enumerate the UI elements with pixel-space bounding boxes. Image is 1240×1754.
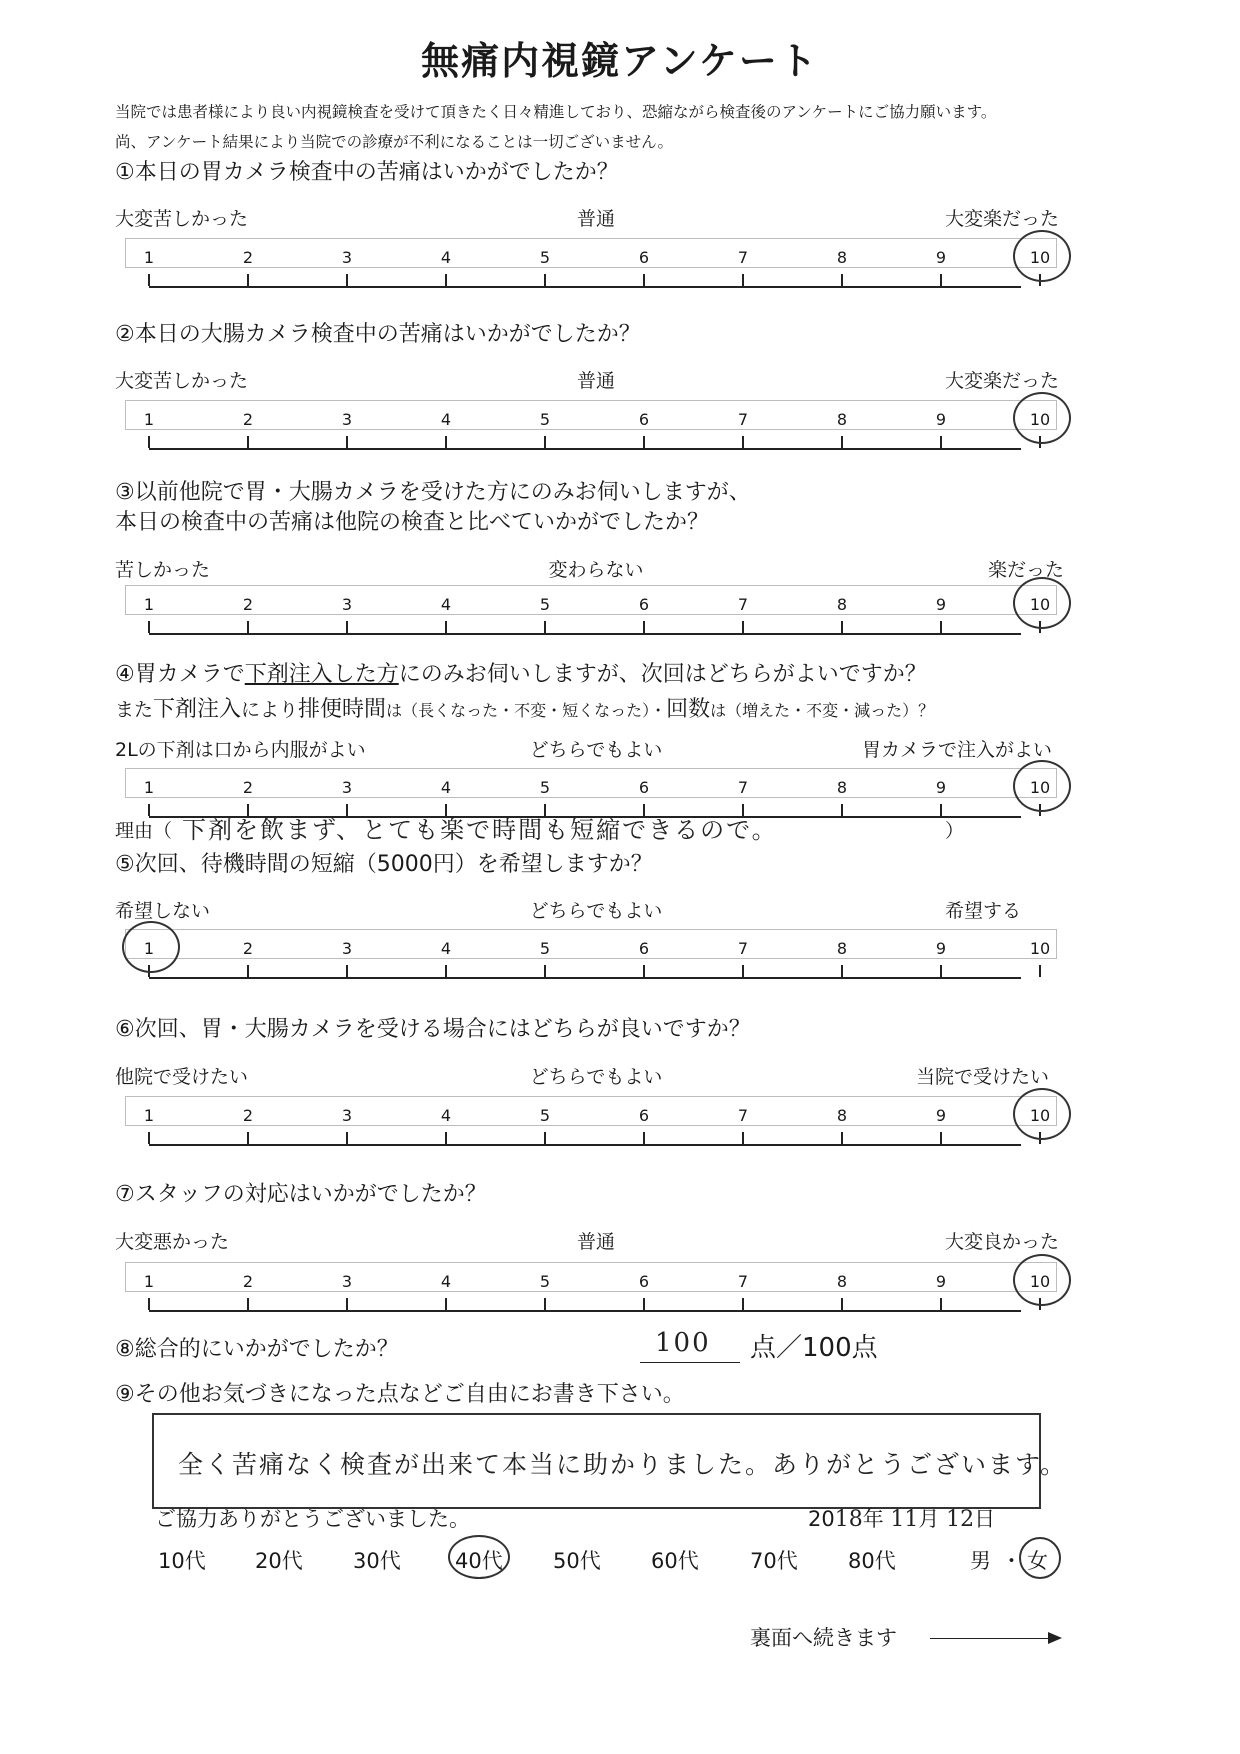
q5-scale-option-1[interactable]: 1 <box>143 939 155 958</box>
q4-scale-option-8[interactable]: 8 <box>836 778 848 797</box>
q4-text-underlined: 下剤注入した方 <box>244 662 399 687</box>
q7-mid-label: 普通 <box>576 1231 616 1253</box>
q3-scale-option-5[interactable]: 5 <box>539 595 551 614</box>
q4-left-label: 2Lの下剤は口から内服がよい <box>115 739 366 761</box>
q2-scale-tick <box>841 436 843 448</box>
q1-scale-tick <box>643 274 645 286</box>
age-option-80s[interactable]: 80代 <box>848 1549 896 1573</box>
q7-scale-tick <box>544 1298 546 1310</box>
q6-scale-tick <box>148 1132 150 1144</box>
q1-scale-tick <box>544 274 546 286</box>
q6-scale-tick <box>940 1132 942 1144</box>
q6-scale-option-2[interactable]: 2 <box>242 1106 254 1125</box>
q1-scale-box <box>125 238 1057 268</box>
q5-rating-scale[interactable] <box>125 929 1057 987</box>
q4-reason-label: 理由（ <box>115 820 173 842</box>
q6-scale-axis <box>149 1144 1021 1146</box>
q3-text-line-2: 本日の検査中の苦痛は他院の検査と比べていかがでしたか？ <box>115 510 710 535</box>
q2-left-label: 大変苦しかった <box>115 370 249 392</box>
q6-rating-scale[interactable] <box>125 1096 1057 1154</box>
q6-scale-option-1[interactable]: 1 <box>143 1106 155 1125</box>
q1-rating-scale[interactable] <box>125 238 1057 296</box>
q5-left-label: 希望しない <box>115 900 211 922</box>
q5-scale-option-7[interactable]: 7 <box>737 939 749 958</box>
age-selected-circle <box>448 1535 510 1579</box>
q1-scale-axis <box>149 286 1021 288</box>
q5-scale-tick <box>1039 965 1041 977</box>
q2-scale-tick <box>940 436 942 448</box>
q7-scale-tick <box>445 1298 447 1310</box>
age-option-10s[interactable]: 10代 <box>158 1549 206 1573</box>
q1-scale-tick <box>247 274 249 286</box>
q6-scale-tick <box>346 1132 348 1144</box>
q8-score-suffix: 点／100点 <box>750 1333 878 1363</box>
q1-scale-tick <box>841 274 843 286</box>
q1-scale-option-5[interactable]: 5 <box>539 248 551 267</box>
q3-scale-tick <box>841 621 843 633</box>
q7-scale-option-6[interactable]: 6 <box>638 1272 650 1291</box>
q3-scale-option-3[interactable]: 3 <box>341 595 353 614</box>
q1-scale-option-2[interactable]: 2 <box>242 248 254 267</box>
q4-sub-a: また <box>115 699 154 721</box>
q2-scale-option-10[interactable]: 10 <box>1029 410 1051 429</box>
q7-scale-option-5[interactable]: 5 <box>539 1272 551 1291</box>
q2-scale-option-4[interactable]: 4 <box>440 410 452 429</box>
q1-scale-option-8[interactable]: 8 <box>836 248 848 267</box>
q4-selected-circle <box>1013 760 1071 812</box>
q7-scale-axis <box>149 1310 1021 1312</box>
q2-rating-scale[interactable] <box>125 400 1057 458</box>
q6-scale-option-9[interactable]: 9 <box>935 1106 947 1125</box>
right-arrow-icon <box>930 1638 1060 1639</box>
q2-text: ②本日の大腸カメラ検査中の苦痛はいかがでしたか？ <box>115 322 641 347</box>
q5-selected-circle <box>122 921 180 973</box>
q7-scale-box <box>125 1262 1057 1292</box>
continued-note: 裏面へ続きます <box>750 1626 897 1650</box>
q3-text-line-1: ③以前他院で胃・大腸カメラを受けた方にのみお伺いしますが、 <box>115 480 751 505</box>
q5-scale-tick <box>841 965 843 977</box>
q7-scale-tick <box>643 1298 645 1310</box>
q7-scale-tick <box>247 1298 249 1310</box>
q1-scale-option-6[interactable]: 6 <box>638 248 650 267</box>
q2-right-label: 大変楽だった <box>945 370 1060 392</box>
q3-left-label: 苦しかった <box>115 559 211 581</box>
q4-scale-tick <box>841 804 843 816</box>
q4-sub-e: は（長くなった・不変・短くなった）・ <box>386 701 667 720</box>
q5-scale-tick <box>445 965 447 977</box>
q7-right-label: 大変良かった <box>945 1231 1060 1253</box>
q6-scale-tick <box>643 1132 645 1144</box>
q4-scale-tick <box>940 804 942 816</box>
q4-sub-c: により <box>241 699 299 721</box>
q6-scale-tick <box>544 1132 546 1144</box>
gender-separator: ・ <box>1001 1549 1022 1573</box>
q1-mid-label: 普通 <box>576 208 616 230</box>
q4-scale-option-9[interactable]: 9 <box>935 778 947 797</box>
q3-scale-tick <box>742 621 744 633</box>
q5-mid-label: どちらでもよい <box>529 900 663 922</box>
gender-option-male[interactable]: 男 <box>970 1549 991 1573</box>
q7-scale-tick <box>346 1298 348 1310</box>
q1-scale-tick <box>148 274 150 286</box>
q4-sub-g: は（増えた・不変・減った）？ <box>710 701 935 720</box>
q5-scale-option-4[interactable]: 4 <box>440 939 452 958</box>
q7-scale-option-4[interactable]: 4 <box>440 1272 452 1291</box>
q6-scale-tick <box>445 1132 447 1144</box>
q2-selected-circle <box>1013 392 1071 444</box>
q7-scale-tick <box>742 1298 744 1310</box>
q3-rating-scale[interactable] <box>125 585 1057 643</box>
q2-scale-box <box>125 400 1057 430</box>
q3-scale-tick <box>247 621 249 633</box>
q4-text <box>115 660 927 690</box>
q4-sub-f: 回数 <box>666 697 711 722</box>
q2-scale-option-3[interactable]: 3 <box>341 410 353 429</box>
intro-line-1: 当院では患者様により良い内視鏡検査を受けて頂きたく日々精進しており、恐縮ながら検査後のアンケートにご協力願います。 <box>115 103 997 121</box>
q6-scale-option-6[interactable]: 6 <box>638 1106 650 1125</box>
q4-text-suffix: にのみお伺いしますが、次回はどちらがよいですか？ <box>398 662 927 687</box>
q7-scale-tick <box>148 1298 150 1310</box>
q7-scale-option-8[interactable]: 8 <box>836 1272 848 1291</box>
q6-scale-tick <box>742 1132 744 1144</box>
date-field <box>808 1503 995 1533</box>
q1-scale-option-7[interactable]: 7 <box>737 248 749 267</box>
q7-rating-scale[interactable] <box>125 1262 1057 1320</box>
q3-scale-option-10[interactable]: 10 <box>1029 595 1051 614</box>
gender-option-female[interactable]: 女 <box>1027 1549 1048 1573</box>
q7-scale-tick <box>841 1298 843 1310</box>
q3-scale-tick <box>643 621 645 633</box>
q2-scale-tick <box>346 436 348 448</box>
q2-scale-tick <box>247 436 249 448</box>
thanks-text: ご協力ありがとうございました。 <box>155 1507 470 1531</box>
q1-scale-option-10[interactable]: 10 <box>1029 248 1051 267</box>
q7-scale-option-7[interactable]: 7 <box>737 1272 749 1291</box>
intro-line-2: 尚、アンケート結果により当院での診療が不利になることは一切ございません。 <box>115 133 674 151</box>
q6-text: ⑥次回、胃・大腸カメラを受ける場合にはどちらが良いですか？ <box>115 1017 751 1042</box>
q3-scale-option-9[interactable]: 9 <box>935 595 947 614</box>
q3-scale-tick <box>445 621 447 633</box>
q6-scale-box <box>125 1096 1057 1126</box>
q1-scale-option-9[interactable]: 9 <box>935 248 947 267</box>
q9-comment-handwritten: 全く苦痛なく検査が出来て本当に助かりました。ありがとうございます。 <box>178 1450 1068 1479</box>
q4-reason-close: ） <box>945 820 965 842</box>
q3-scale-tick <box>148 621 150 633</box>
date-year-prefix: 20 <box>808 1507 835 1531</box>
q5-scale-option-5[interactable]: 5 <box>539 939 551 958</box>
date-month-handwritten: 11 <box>890 1507 919 1532</box>
q5-text: ⑤次回、待機時間の短縮（5000円）を希望しますか？ <box>115 852 653 877</box>
q7-scale-option-3[interactable]: 3 <box>341 1272 353 1291</box>
q4-text-prefix: ④胃カメラで <box>115 662 245 687</box>
q3-mid-label: 変わらない <box>548 559 644 581</box>
date-year-handwritten: 18 <box>834 1507 863 1532</box>
q4-right-label: 胃カメラで注入がよい <box>862 739 1053 761</box>
q1-scale-tick <box>445 274 447 286</box>
q5-scale-axis <box>149 977 1021 979</box>
q6-scale-option-8[interactable]: 8 <box>836 1106 848 1125</box>
q6-scale-option-5[interactable]: 5 <box>539 1106 551 1125</box>
q4-scale-tick <box>148 804 150 816</box>
q2-scale-tick <box>742 436 744 448</box>
q7-text: ⑦スタッフの対応はいかがでしたか？ <box>115 1182 487 1207</box>
q5-scale-tick <box>346 965 348 977</box>
date-year-unit: 年 <box>862 1507 884 1531</box>
q5-scale-option-2[interactable]: 2 <box>242 939 254 958</box>
page-title: 無痛内視鏡アンケート <box>421 39 819 83</box>
q4-scale-option-10[interactable]: 10 <box>1029 778 1051 797</box>
q5-scale-option-10[interactable]: 10 <box>1029 939 1051 958</box>
q4-mid-label: どちらでもよい <box>529 739 663 761</box>
q5-scale-tick <box>544 965 546 977</box>
q2-scale-tick <box>544 436 546 448</box>
q7-scale-option-10[interactable]: 10 <box>1029 1272 1051 1291</box>
date-day-unit: 日 <box>974 1507 996 1531</box>
q4-scale-option-3[interactable]: 3 <box>341 778 353 797</box>
q6-selected-circle <box>1013 1088 1071 1140</box>
q2-scale-option-1[interactable]: 1 <box>143 410 155 429</box>
q3-scale-option-7[interactable]: 7 <box>737 595 749 614</box>
q4-reason-handwritten: 下剤を飲まず、とても楽で時間も短縮できるので。 <box>182 816 778 844</box>
q5-scale-option-6[interactable]: 6 <box>638 939 650 958</box>
q2-scale-tick <box>643 436 645 448</box>
gender-selected-circle <box>1019 1537 1061 1579</box>
q4-subtext <box>115 692 934 723</box>
q4-scale-option-5[interactable]: 5 <box>539 778 551 797</box>
q6-mid-label: どちらでもよい <box>529 1066 663 1088</box>
q3-scale-option-8[interactable]: 8 <box>836 595 848 614</box>
q2-scale-tick <box>445 436 447 448</box>
q4-scale-option-4[interactable]: 4 <box>440 778 452 797</box>
q9-text: ⑨その他お気づきになった点などご自由にお書き下さい。 <box>115 1382 685 1407</box>
q2-scale-option-7[interactable]: 7 <box>737 410 749 429</box>
q4-scale-option-6[interactable]: 6 <box>638 778 650 797</box>
q8-score-handwritten: 100 <box>655 1328 711 1358</box>
q6-right-label: 当院で受けたい <box>916 1066 1050 1088</box>
q6-scale-option-4[interactable]: 4 <box>440 1106 452 1125</box>
q6-left-label: 他院で受けたい <box>115 1066 249 1088</box>
q1-scale-option-4[interactable]: 4 <box>440 248 452 267</box>
q3-selected-circle <box>1013 577 1071 629</box>
q4-scale-option-7[interactable]: 7 <box>737 778 749 797</box>
q5-scale-tick <box>940 965 942 977</box>
q2-scale-option-6[interactable]: 6 <box>638 410 650 429</box>
q1-scale-option-1[interactable]: 1 <box>143 248 155 267</box>
q7-scale-option-9[interactable]: 9 <box>935 1272 947 1291</box>
q3-scale-tick <box>940 621 942 633</box>
q1-right-label: 大変楽だった <box>945 208 1060 230</box>
q5-scale-option-3[interactable]: 3 <box>341 939 353 958</box>
age-option-60s[interactable]: 60代 <box>651 1549 699 1573</box>
q4-scale-option-1[interactable]: 1 <box>143 778 155 797</box>
q5-scale-option-8[interactable]: 8 <box>836 939 848 958</box>
q6-scale-tick <box>247 1132 249 1144</box>
q5-scale-tick <box>643 965 645 977</box>
q1-left-label: 大変苦しかった <box>115 208 249 230</box>
q6-scale-option-3[interactable]: 3 <box>341 1106 353 1125</box>
q3-scale-option-6[interactable]: 6 <box>638 595 650 614</box>
age-option-50s[interactable]: 50代 <box>553 1549 601 1573</box>
q4-sub-d: 排便時間 <box>298 697 387 722</box>
q6-scale-option-10[interactable]: 10 <box>1029 1106 1051 1125</box>
q3-scale-option-2[interactable]: 2 <box>242 595 254 614</box>
q4-scale-box <box>125 768 1057 798</box>
q5-right-label: 希望する <box>945 900 1022 922</box>
q8-text: ⑧総合的にいかがでしたか？ <box>115 1337 399 1362</box>
q2-scale-axis <box>149 448 1021 450</box>
q4-sub-b: 下剤注入 <box>153 697 242 722</box>
q3-right-label: 楽だった <box>988 559 1065 581</box>
q3-scale-box <box>125 585 1057 615</box>
q1-scale-tick <box>742 274 744 286</box>
q3-scale-option-4[interactable]: 4 <box>440 595 452 614</box>
age-option-30s[interactable]: 30代 <box>353 1549 401 1573</box>
q7-left-label: 大変悪かった <box>115 1231 230 1253</box>
q8-score-underline <box>640 1362 740 1363</box>
q2-scale-option-9[interactable]: 9 <box>935 410 947 429</box>
q6-scale-tick <box>841 1132 843 1144</box>
q5-scale-tick <box>247 965 249 977</box>
age-option-20s[interactable]: 20代 <box>255 1549 303 1573</box>
q5-scale-option-9[interactable]: 9 <box>935 939 947 958</box>
q5-scale-tick <box>742 965 744 977</box>
age-option-40s[interactable]: 40代 <box>455 1549 503 1573</box>
q3-scale-tick <box>346 621 348 633</box>
q2-scale-tick <box>148 436 150 448</box>
date-day-handwritten: 12 <box>946 1507 975 1532</box>
q1-text: ①本日の胃カメラ検査中の苦痛はいかがでしたか？ <box>115 160 619 185</box>
q3-scale-tick <box>544 621 546 633</box>
q1-selected-circle <box>1013 230 1071 282</box>
q2-scale-option-2[interactable]: 2 <box>242 410 254 429</box>
q3-scale-option-1[interactable]: 1 <box>143 595 155 614</box>
q7-scale-option-2[interactable]: 2 <box>242 1272 254 1291</box>
q7-scale-tick <box>940 1298 942 1310</box>
q4-scale-option-2[interactable]: 2 <box>242 778 254 797</box>
q2-mid-label: 普通 <box>576 370 616 392</box>
q2-scale-option-8[interactable]: 8 <box>836 410 848 429</box>
q2-scale-option-5[interactable]: 5 <box>539 410 551 429</box>
q6-scale-option-7[interactable]: 7 <box>737 1106 749 1125</box>
q7-selected-circle <box>1013 1254 1071 1306</box>
q3-scale-axis <box>149 633 1021 635</box>
q1-scale-option-3[interactable]: 3 <box>341 248 353 267</box>
q1-scale-tick <box>346 274 348 286</box>
q7-scale-option-1[interactable]: 1 <box>143 1272 155 1291</box>
q5-scale-box <box>125 929 1057 959</box>
date-month-unit: 月 <box>918 1507 940 1531</box>
age-option-70s[interactable]: 70代 <box>750 1549 798 1573</box>
q1-scale-tick <box>940 274 942 286</box>
